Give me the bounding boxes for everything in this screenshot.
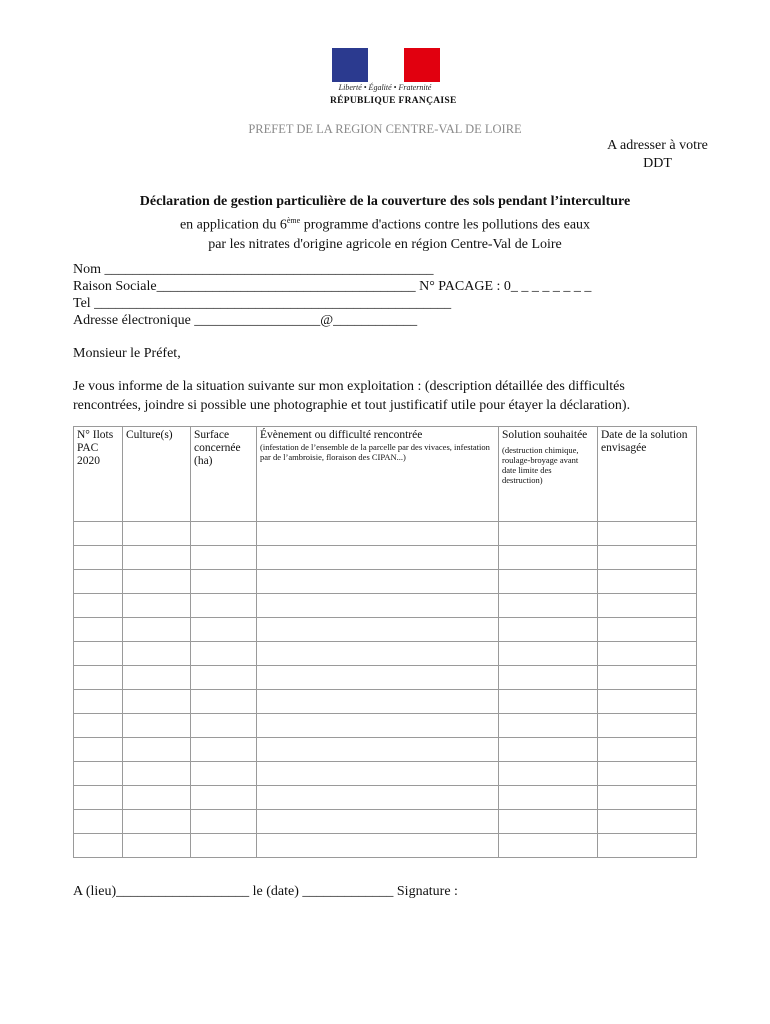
declaration-table [73, 426, 697, 858]
table-row[interactable] [74, 522, 697, 546]
marianne-profile-icon [350, 50, 420, 82]
nom-field[interactable]: Nom _______________________________________________ [73, 262, 434, 277]
table-row[interactable] [74, 762, 697, 786]
republic-motto: Liberté • Égalité • Fraternité [338, 83, 432, 92]
table-row[interactable] [74, 690, 697, 714]
address-line-1: A adresser à votre [607, 138, 708, 153]
table-row[interactable] [74, 570, 697, 594]
signature-line[interactable]: A (lieu)___________________ le (date) _____________ Signature : [73, 884, 458, 899]
title-subline: en application du 6ème programme d'actions contre les pollutions des eaux [179, 216, 591, 233]
col-evenement: Évènement ou difficulté rencontrée (infestation de l’ensemble de la parcelle par des vivaces, infestation par de l’ambroisie, floraison des CIPAN...) [257, 427, 499, 522]
raison-sociale-field[interactable]: Raison Sociale_____________________________________ N° PACAGE : 0_ _ _ _ _ _ _ _ [73, 279, 592, 294]
email-field[interactable]: Adresse électronique __________________@____________ [73, 313, 418, 328]
table-row[interactable] [74, 786, 697, 810]
col-date: Date de la solution envisagée [598, 427, 697, 522]
col-solution-note: (destruction chimique, roulage-broyage avant date limite des destruction) [502, 445, 579, 485]
col-ilots: N° Ilots PAC 2020 [74, 427, 123, 522]
address-note [590, 137, 725, 173]
col-surface: Surface concernée (ha) [191, 427, 257, 522]
table-row[interactable] [74, 714, 697, 738]
body-line-2: rencontrées, joindre si possible une photographie et tout justificatif utile pour étayer la déclaration). [73, 398, 631, 413]
table-row[interactable] [74, 738, 697, 762]
table-row[interactable] [74, 594, 697, 618]
col-evenement-note: (infestation de l’ensemble de la parcelle par des vivaces, infestation par de l’ambroisie, floraison des CIPAN...) [260, 442, 490, 462]
table-row[interactable] [74, 642, 697, 666]
title-main: Déclaration de gestion particulière de la couverture des sols pendant l’interculture [139, 194, 631, 209]
col-solution: Solution souhaitée (destruction chimique, roulage-broyage avant date limite des destruction) [499, 427, 598, 522]
table-row[interactable] [74, 810, 697, 834]
body-line-1: Je vous informe de la situation suivante sur mon exploitation : (description détaillée des difficultés [73, 379, 625, 394]
republic-name: RÉPUBLIQUE FRANÇAISE [330, 96, 457, 106]
col-cultures: Culture(s) [123, 427, 191, 522]
tel-field[interactable]: Tel ___________________________________________________ [73, 296, 452, 311]
marianne-logo [330, 46, 457, 110]
table-row[interactable] [74, 666, 697, 690]
prefecture-title: PREFET DE LA REGION CENTRE-VAL DE LOIRE [248, 122, 522, 136]
table-row[interactable] [74, 834, 697, 858]
document-title [0, 192, 770, 254]
address-line-2: DDT [643, 156, 672, 171]
table-header-row [74, 427, 697, 522]
title-line-3: par les nitrates d'origine agricole en région Centre-Val de Loire [208, 236, 562, 252]
table-row[interactable] [74, 618, 697, 642]
greeting: Monsieur le Préfet, [73, 346, 181, 361]
table-row[interactable] [74, 546, 697, 570]
